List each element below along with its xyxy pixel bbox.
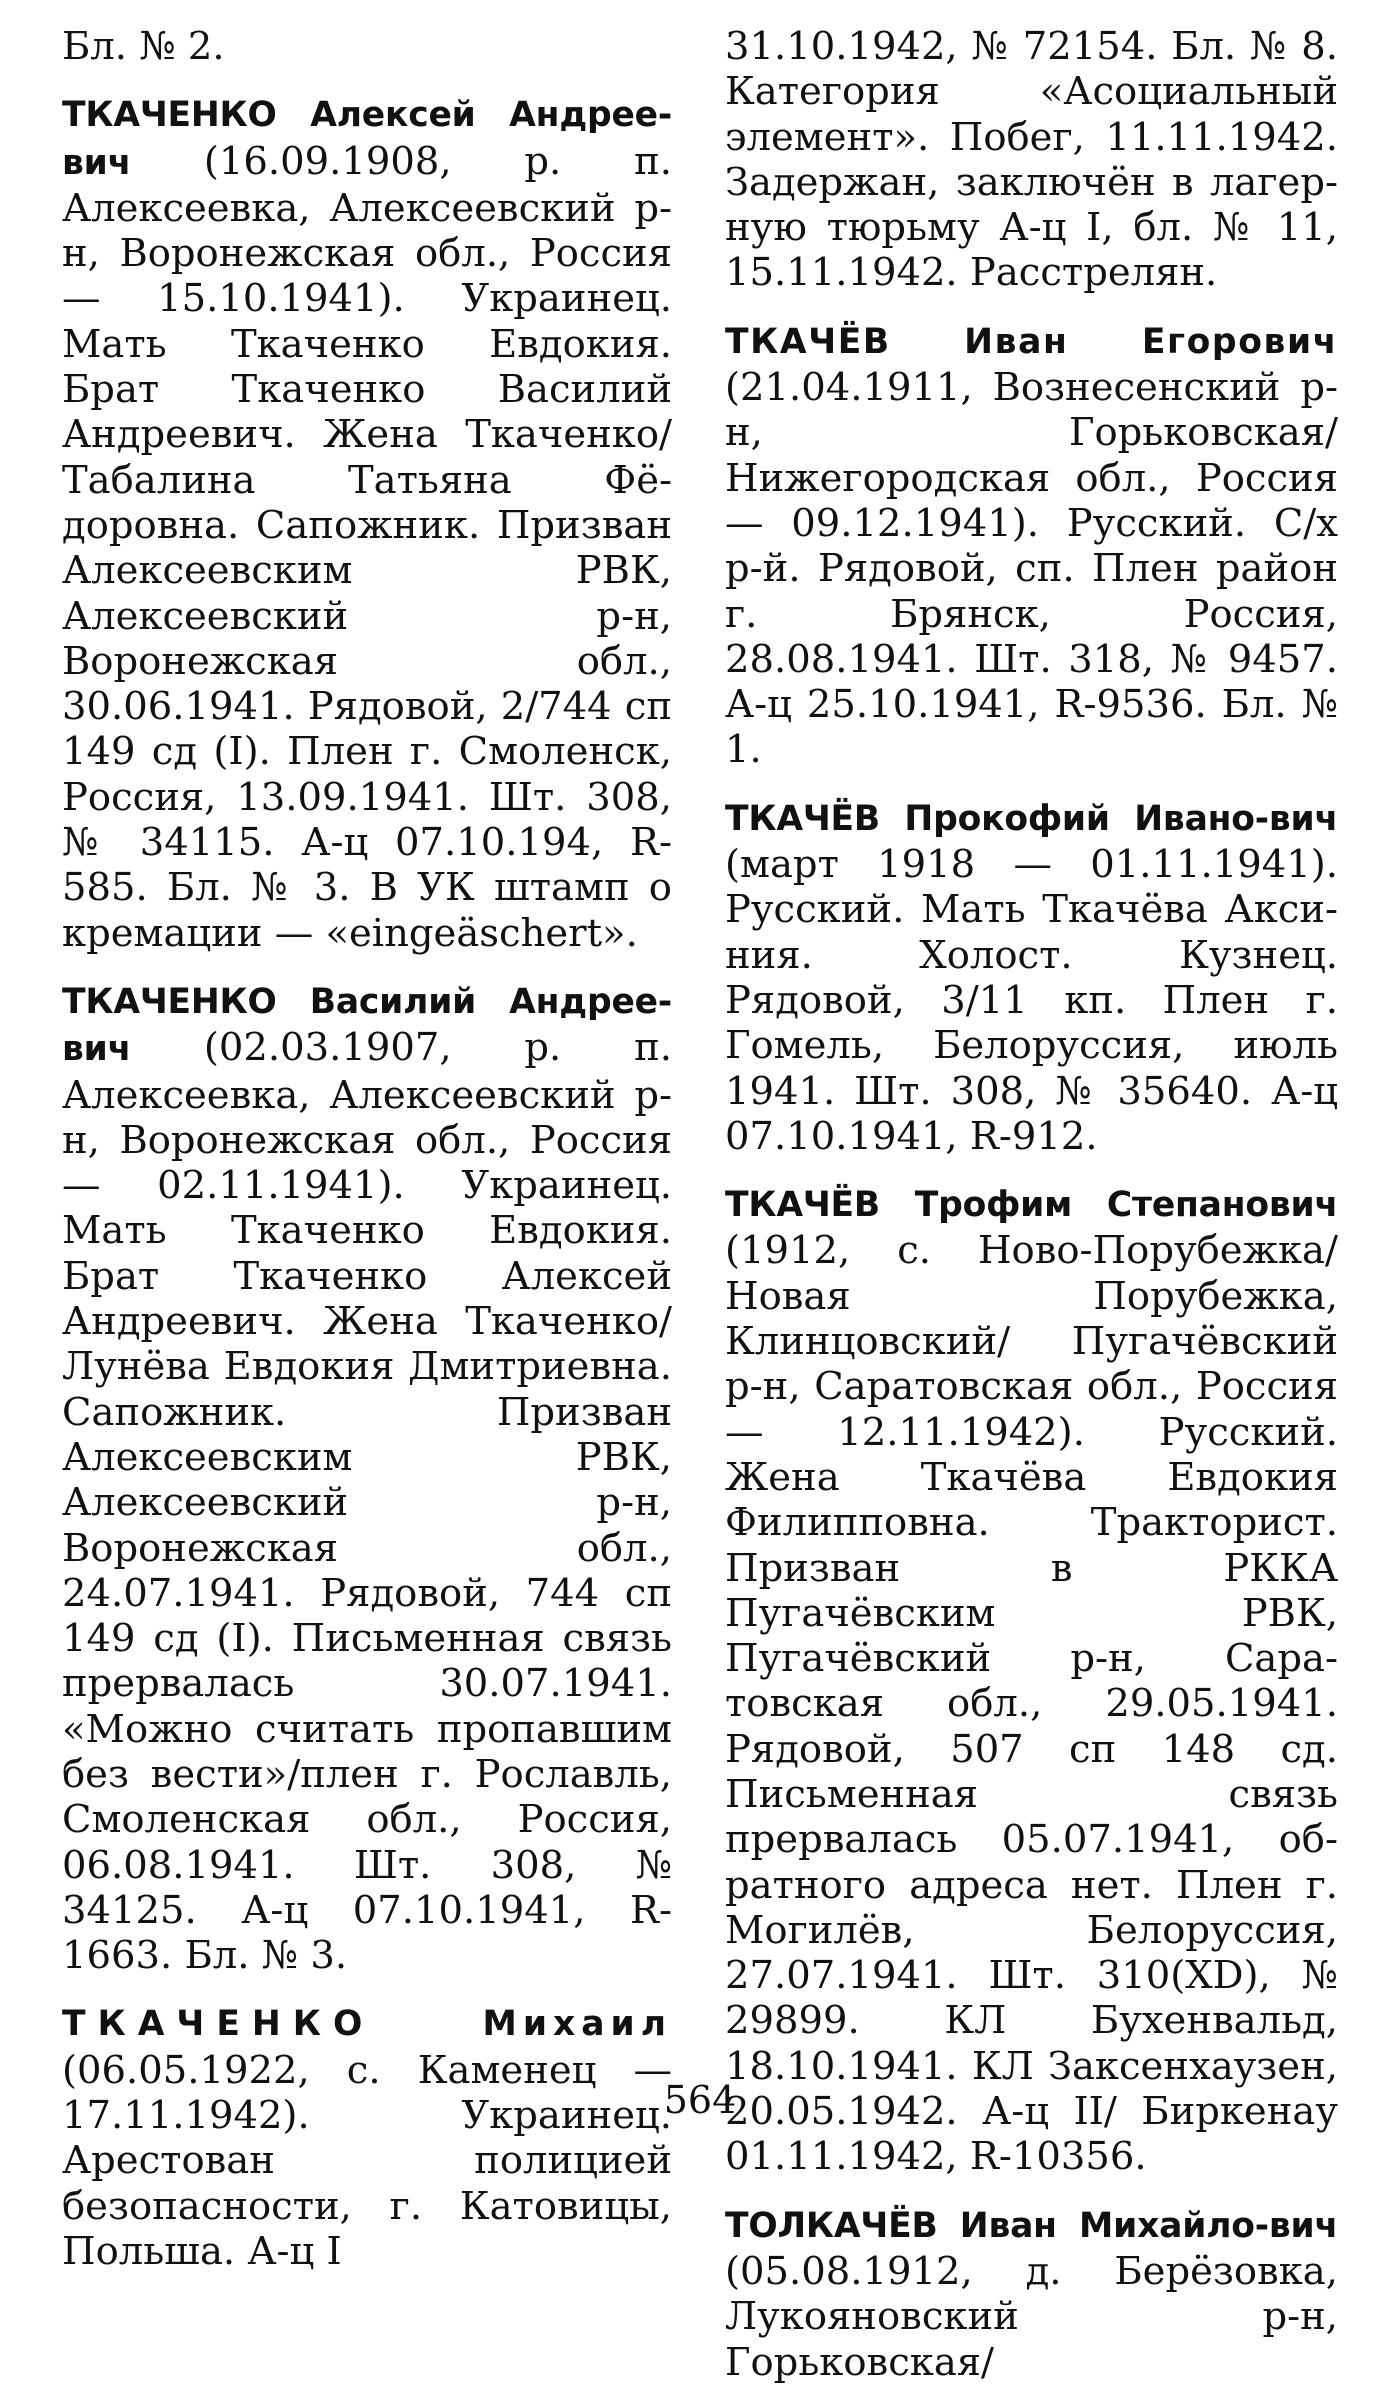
entry-text: (1912, с. Ново-Порубежка/Новая Порубежка, Клинцовский/ Пугачёвский р-н, Саратовская обл., Россия — 12.11.1942). Русский. Жена Ткачёва Евдокия Филипповна. Тракторист. Призван в РККА Пугачёвским РВК, Пугачёвский р-н, Саратовская обл., 29.05.1941. Рядовой, 507 сп 148 сд. Письменная связь прервалась 05.07.1941, обратного адреса нет. Плен г. Могилёв, Белоруссия, 27.07.1941. Шт. 310(XD), № 29899. КЛ Бухенвальд, 18.10.1941. КЛ Заксенхаузен, 20.05.1942. А-ц II/ Биркенау 01.11.1942, R-10356. xyxy=(725,1228,1338,2180)
entry-tolkachev-ivan xyxy=(725,2202,1338,2385)
entry-name: ТОЛКАЧЁВ Иван Михайло-вич xyxy=(725,2205,1338,2246)
entry-tkachev-prokofiy xyxy=(725,795,1338,1159)
entry-paragraph xyxy=(725,1181,1338,2180)
page-number: 564 xyxy=(663,2078,737,2122)
entry-paragraph xyxy=(62,91,672,956)
entry-paragraph xyxy=(62,978,672,1979)
entry-name: ТКАЧЁВ Трофим Степанович xyxy=(725,1185,1338,1226)
entry-text: (16.09.1908, р. п. Алексеевка, Алексеевский р-н, Воронежская обл., Россия — 15.10.1941). Украинец. Мать Ткаченко Евдокия. Брат Ткаченко Василий Андреевич. Жена Ткаченко/Табалина Татьяна Фёдоровна. Сапожник. Призван Алексеевским РВК, Алексеевский р-н, Воронежская обл., 30.06.1941. Рядовой, 2/744 сп 149 сд (I). Плен г. Смоленск, Россия, 13.09.1941. Шт. 308, № 34115. А-ц 07.10.194, R-585. Бл. № 3. В УК штамп о кремации — «eingeäschert». xyxy=(62,138,672,956)
entry-paragraph xyxy=(725,2202,1338,2385)
entry-tkachenko-mikhail xyxy=(62,2000,672,2274)
entry-heading-line xyxy=(62,2000,672,2047)
entry-tkachenko-aleksey xyxy=(62,91,672,956)
entry-text: (05.08.1912, д. Берёзовка, Лукояновский р-н, Горьковская/ xyxy=(725,2248,1338,2385)
entry-surname: ТКАЧЕНКО xyxy=(62,2004,375,2045)
entry-tkachev-ivan xyxy=(725,318,1338,773)
left-column xyxy=(62,24,672,2296)
entry-paragraph xyxy=(725,795,1338,1159)
entry-name: ТКАЧЕНКО Василий Андрее-вич xyxy=(62,981,672,1070)
entry-tkachenko-vasiliy xyxy=(62,978,672,1979)
entry-text: (март 1918 — 01.11.1941). Русский. Мать Ткачёва Аксиния. Холост. Кузнец. Рядовой, 3/11 кп. Плен г. Гомель, Белоруссия, июль 1941. Шт. 308, № 35640. А-ц 07.10.1941, R-912. xyxy=(725,842,1338,1159)
entry-tkachev-trofim xyxy=(725,1181,1338,2180)
entry-text: (02.03.1907, р. п. Алексеевка, Алексеевский р-н, Воронежская обл., Россия — 02.11.1941). Украинец. Мать Ткаченко Евдокия. Брат Ткаченко Алексей Андреевич. Жена Ткаченко/ Лунёва Евдокия Дмитриевна. Сапожник. Призван Алексеевским РВК, Алексеевский р-н, Воронежская обл., 24.07.1941. Рядовой, 744 сп 149 сд (I). Письменная связь прервалась 30.07.1941. «Можно считать пропавшим без вести»/плен г. Рославль, Смоленская обл., Россия, 06.08.1941. Шт. 308, № 34125. А-ц 07.10.1941, R-1663. Бл. № 3. xyxy=(62,1025,672,1979)
entry-name: ТКАЧЁВ Иван Егорович xyxy=(725,321,1338,362)
entry-given-name: Михаил xyxy=(482,2004,672,2045)
entry-name: ТКАЧЁВ Прокофий Ивано-вич xyxy=(725,798,1338,839)
continued-text: 31.10.1942, № 72154. Бл. № 8. Категория «Асоциальный элемент». Побег, 11.11.1942. Задержан, заключён в лагерную тюрьму А-ц I, бл. № 11, 15.11.1942. Расстрелян. xyxy=(725,24,1338,296)
continued-text: Бл. № 2. xyxy=(62,24,225,69)
entry-text: (21.04.1911, Вознесенский р-н, Горьковская/Нижегородская обл., Россия — 09.12.1941). Русский. С/х р-й. Рядовой, сп. Плен район г. Брянск, Россия, 28.08.1941. Шт. 318, № 9457. А-ц 25.10.1941, R-9536. Бл. № 1. xyxy=(725,365,1338,773)
entry-paragraph xyxy=(725,318,1338,773)
entry-name: ТКАЧЕНКО Алексей Андрее-вич xyxy=(62,95,672,183)
entry-text: (06.05.1922, с. Каменец — 17.11.1942). Украинец. Арестован полицией безопасности, г. Катовицы, Польша. А-ц I xyxy=(62,2047,672,2274)
right-column xyxy=(725,24,1338,2407)
